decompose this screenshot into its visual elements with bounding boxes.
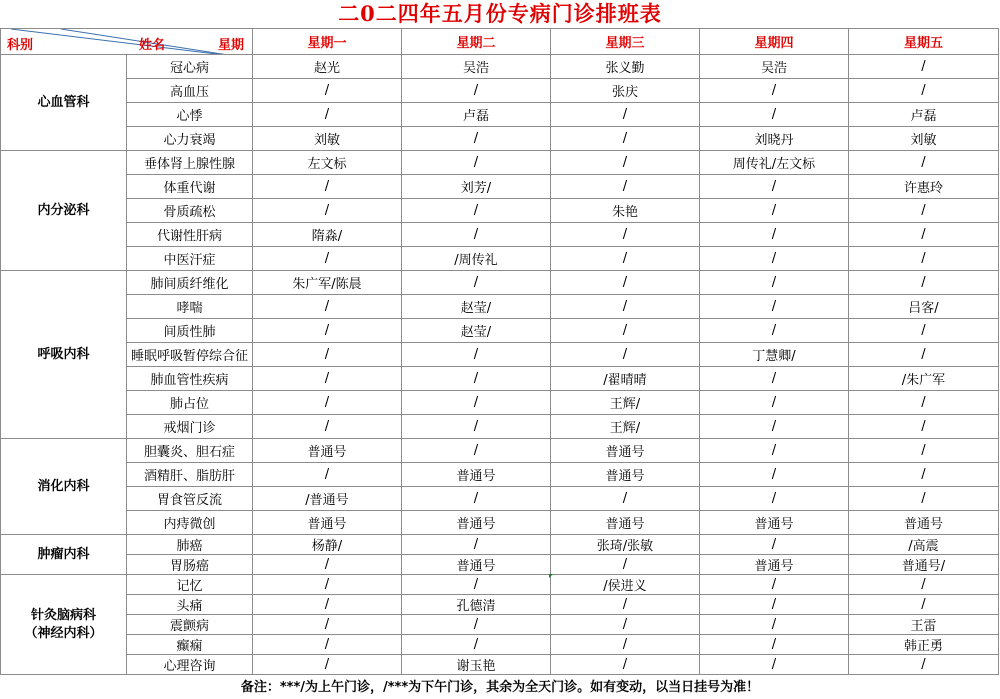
page-title: 二0二四年五月份专病门诊排班表 (338, 1, 662, 26)
schedule-cell: / (700, 223, 849, 247)
day-header-wed: 星期三 (551, 29, 700, 55)
schedule-cell: / (849, 271, 999, 295)
schedule-cell: / (700, 463, 849, 487)
schedule-cell: 普通号 (402, 555, 551, 575)
schedule-cell: / (700, 635, 849, 655)
schedule-cell: 刘晓丹 (700, 127, 849, 151)
name-header-label: 姓名 (139, 38, 166, 53)
schedule-cell: 孔德清 (402, 595, 551, 615)
department-cell (1, 535, 127, 575)
schedule-cell: / (551, 271, 700, 295)
schedule-cell: / (253, 295, 402, 319)
schedule-cell: / (849, 575, 999, 595)
schedule-cell: / (551, 487, 700, 511)
schedule-cell: / (253, 415, 402, 439)
topic-cell: 睡眠呼吸暂停综合征 (127, 343, 253, 367)
schedule-cell: /翟晴晴 (551, 367, 700, 391)
schedule-cell: / (849, 595, 999, 615)
schedule-cell: / (700, 319, 849, 343)
topic-cell: 骨质疏松 (127, 199, 253, 223)
schedule-cell: / (700, 175, 849, 199)
schedule-cell: / (700, 487, 849, 511)
schedule-cell: / (253, 175, 402, 199)
topic-cell: 内痔微创 (127, 511, 253, 535)
department-name: 针灸脑病科 (30, 607, 96, 623)
table-row (1, 127, 999, 151)
schedule-cell: 普通号 (849, 511, 999, 535)
schedule-cell: / (551, 319, 700, 343)
topic-cell: 胃肠癌 (127, 555, 253, 575)
diagonal-lines-icon (1, 29, 253, 55)
table-row (1, 319, 999, 343)
department-cell (1, 151, 127, 271)
schedule-cell: / (253, 367, 402, 391)
table-row (1, 555, 999, 575)
schedule-cell: 周传礼/左文标 (700, 151, 849, 175)
schedule-cell: 卢磊 (849, 103, 999, 127)
schedule-cell: 普通号 (402, 511, 551, 535)
schedule-cell: / (253, 247, 402, 271)
schedule-cell: / (849, 415, 999, 439)
schedule-cell: / (402, 367, 551, 391)
schedule-cell: / (253, 655, 402, 675)
schedule-cell: / (253, 199, 402, 223)
table-row (1, 415, 999, 439)
schedule-cell: 普通号 (402, 463, 551, 487)
schedule-cell: / (700, 391, 849, 415)
schedule-cell: 朱艳 (551, 199, 700, 223)
topic-cell: 代谢性肝病 (127, 223, 253, 247)
schedule-cell: / (253, 103, 402, 127)
table-row (1, 175, 999, 199)
schedule-cell: / (253, 595, 402, 615)
schedule-cell: /周传礼 (402, 247, 551, 271)
schedule-cell: 杨静/ (253, 535, 402, 555)
schedule-cell: / (253, 463, 402, 487)
table-row (1, 595, 999, 615)
day-header-mon: 星期一 (253, 29, 402, 55)
schedule-cell: 卢磊 (402, 103, 551, 127)
schedule-cell: 张琦/张敏 (551, 535, 700, 555)
department-cell (1, 271, 127, 439)
schedule-cell: / (402, 615, 551, 635)
schedule-cell: / (402, 271, 551, 295)
schedule-cell: / (551, 635, 700, 655)
schedule-cell: / (402, 635, 551, 655)
topic-cell: 垂体肾上腺性腺 (127, 151, 253, 175)
table-row (1, 271, 999, 295)
department-name: 内分泌科 (37, 202, 90, 218)
table-row (1, 223, 999, 247)
topic-cell: 胆囊炎、胆石症 (127, 439, 253, 463)
table-row (1, 463, 999, 487)
schedule-cell: / (551, 343, 700, 367)
schedule-cell: 吴浩 (700, 55, 849, 79)
schedule-cell: / (551, 655, 700, 675)
schedule-cell: / (253, 575, 402, 595)
schedule-cell: 刘敏 (253, 127, 402, 151)
schedule-cell: / (402, 223, 551, 247)
schedule-cell: / (700, 295, 849, 319)
schedule-cell: / (849, 247, 999, 271)
schedule-cell: / (700, 79, 849, 103)
schedule-cell: / (551, 151, 700, 175)
header-row (1, 29, 999, 55)
schedule-cell: 韩正勇 (849, 635, 999, 655)
schedule-cell: / (849, 463, 999, 487)
topic-cell: 中医汗症 (127, 247, 253, 271)
schedule-cell: / (402, 79, 551, 103)
topic-cell: 心理咨询 (127, 655, 253, 675)
topic-cell: 间质性肺 (127, 319, 253, 343)
schedule-cell: 朱广军/陈晨 (253, 271, 402, 295)
schedule-cell: / (700, 199, 849, 223)
schedule-cell: / (551, 223, 700, 247)
schedule-cell: 普通号/ (849, 555, 999, 575)
topic-cell: 心力衰竭 (127, 127, 253, 151)
schedule-cell: / (551, 103, 700, 127)
schedule-cell: / (700, 595, 849, 615)
department-subname: （神经内科） (24, 625, 103, 641)
department-cell (1, 439, 127, 535)
schedule-cell: / (402, 199, 551, 223)
day-header-tue: 星期二 (402, 29, 551, 55)
schedule-cell: 普通号 (551, 463, 700, 487)
schedule-cell: 吕客/ (849, 295, 999, 319)
schedule-cell: 隋淼/ (253, 223, 402, 247)
schedule-cell: / (849, 223, 999, 247)
table-row (1, 247, 999, 271)
schedule-cell: / (700, 439, 849, 463)
schedule-cell: 谢玉艳 (402, 655, 551, 675)
schedule-cell: / (402, 487, 551, 511)
schedule-cell: /普通号 (253, 487, 402, 511)
schedule-cell: / (402, 535, 551, 555)
schedule-cell: / (849, 343, 999, 367)
topic-cell: 肺血管性疾病 (127, 367, 253, 391)
topic-cell: 体重代谢 (127, 175, 253, 199)
schedule-cell: / (253, 615, 402, 635)
schedule-cell: 吴浩 (402, 55, 551, 79)
schedule-cell: / (849, 79, 999, 103)
schedule-cell: / (700, 575, 849, 595)
department-name: 消化内科 (37, 478, 90, 494)
schedule-cell: 普通号 (253, 511, 402, 535)
schedule-cell: / (402, 575, 551, 595)
schedule-cell: / (700, 271, 849, 295)
cell-comment-marker-icon (549, 574, 553, 578)
schedule-cell: / (700, 247, 849, 271)
department-name: 肿瘤内科 (37, 546, 90, 562)
topic-cell: 酒精肝、脂肪肝 (127, 463, 253, 487)
table-row (1, 55, 999, 79)
topic-cell: 高血压 (127, 79, 253, 103)
schedule-cell: / (700, 535, 849, 555)
schedule-cell: 刘芳/ (402, 175, 551, 199)
schedule-cell: / (402, 439, 551, 463)
table-row (1, 79, 999, 103)
schedule-cell: / (551, 127, 700, 151)
schedule-cell: 普通号 (700, 555, 849, 575)
table-row (1, 615, 999, 635)
table-row (1, 295, 999, 319)
table-row (1, 511, 999, 535)
diagonal-header-cell (1, 29, 253, 55)
schedule-cell: 张义勤 (551, 55, 700, 79)
schedule-table (0, 28, 999, 675)
schedule-cell: / (700, 615, 849, 635)
schedule-cell: / (849, 391, 999, 415)
topic-cell: 心悸 (127, 103, 253, 127)
schedule-cell: / (849, 55, 999, 79)
schedule-cell: 许惠玲 (849, 175, 999, 199)
schedule-cell: 王辉/ (551, 391, 700, 415)
schedule-cell: / (849, 199, 999, 223)
department-name: 心血管科 (37, 94, 90, 110)
schedule-cell: / (849, 655, 999, 675)
department-cell (1, 575, 127, 675)
topic-cell: 肺占位 (127, 391, 253, 415)
topic-cell: 肺间质纤维化 (127, 271, 253, 295)
schedule-cell: / (849, 151, 999, 175)
table-row (1, 367, 999, 391)
schedule-cell: / (253, 391, 402, 415)
schedule-cell: 左文标 (253, 151, 402, 175)
day-header-thu: 星期四 (700, 29, 849, 55)
schedule-cell: / (551, 175, 700, 199)
schedule-cell: 张庆 (551, 79, 700, 103)
schedule-cell: 刘敏 (849, 127, 999, 151)
schedule-cell: /侯进义 (551, 575, 700, 595)
table-row (1, 391, 999, 415)
schedule-cell: /朱广军 (849, 367, 999, 391)
schedule-cell: / (551, 247, 700, 271)
schedule-cell: 赵莹/ (402, 295, 551, 319)
day-header-fri: 星期五 (849, 29, 999, 55)
topic-cell: 头痛 (127, 595, 253, 615)
topic-cell: 肺癌 (127, 535, 253, 555)
footer-note: 备注：***/为上午门诊，/***为下午门诊，其余为全天门诊。如有变动，以当日挂号为准！ (240, 680, 760, 695)
topic-cell: 癫痫 (127, 635, 253, 655)
dept-header-label: 科别 (7, 38, 34, 53)
table-row (1, 343, 999, 367)
schedule-cell: 赵光 (253, 55, 402, 79)
schedule-cell: / (253, 555, 402, 575)
topic-cell: 冠心病 (127, 55, 253, 79)
schedule-cell: 普通号 (700, 511, 849, 535)
table-row (1, 199, 999, 223)
table-row (1, 487, 999, 511)
schedule-cell: 普通号 (253, 439, 402, 463)
schedule-cell: / (551, 295, 700, 319)
schedule-cell: / (402, 343, 551, 367)
topic-cell: 胃食管反流 (127, 487, 253, 511)
table-row (1, 103, 999, 127)
schedule-cell: / (253, 319, 402, 343)
schedule-cell: / (700, 415, 849, 439)
schedule-cell: / (700, 367, 849, 391)
schedule-cell: / (402, 151, 551, 175)
table-row (1, 151, 999, 175)
schedule-cell: / (253, 635, 402, 655)
schedule-cell: / (551, 615, 700, 635)
schedule-cell: / (551, 595, 700, 615)
topic-cell: 哮喘 (127, 295, 253, 319)
schedule-cell: 王雷 (849, 615, 999, 635)
topic-cell: 戒烟门诊 (127, 415, 253, 439)
schedule-cell: 赵莹/ (402, 319, 551, 343)
schedule-cell: / (700, 655, 849, 675)
schedule-cell: 王辉/ (551, 415, 700, 439)
department-name: 呼吸内科 (37, 346, 90, 362)
table-row (1, 575, 999, 595)
schedule-cell: / (849, 439, 999, 463)
schedule-cell: / (402, 415, 551, 439)
week-header-label: 星期 (217, 38, 244, 53)
schedule-cell: / (253, 79, 402, 103)
table-row (1, 439, 999, 463)
schedule-cell: / (402, 127, 551, 151)
schedule-cell: / (402, 391, 551, 415)
table-row (1, 535, 999, 555)
topic-cell: 记忆 (127, 575, 253, 595)
schedule-cell: / (551, 555, 700, 575)
department-cell (1, 55, 127, 151)
topic-cell: 震颤病 (127, 615, 253, 635)
schedule-cell: 丁慧卿/ (700, 343, 849, 367)
schedule-cell: 普通号 (551, 439, 700, 463)
schedule-cell: /高震 (849, 535, 999, 555)
table-row (1, 655, 999, 675)
schedule-cell: 普通号 (551, 511, 700, 535)
schedule-cell: / (849, 487, 999, 511)
schedule-cell: / (700, 103, 849, 127)
schedule-cell: / (253, 343, 402, 367)
schedule-cell: / (849, 319, 999, 343)
table-row (1, 635, 999, 655)
